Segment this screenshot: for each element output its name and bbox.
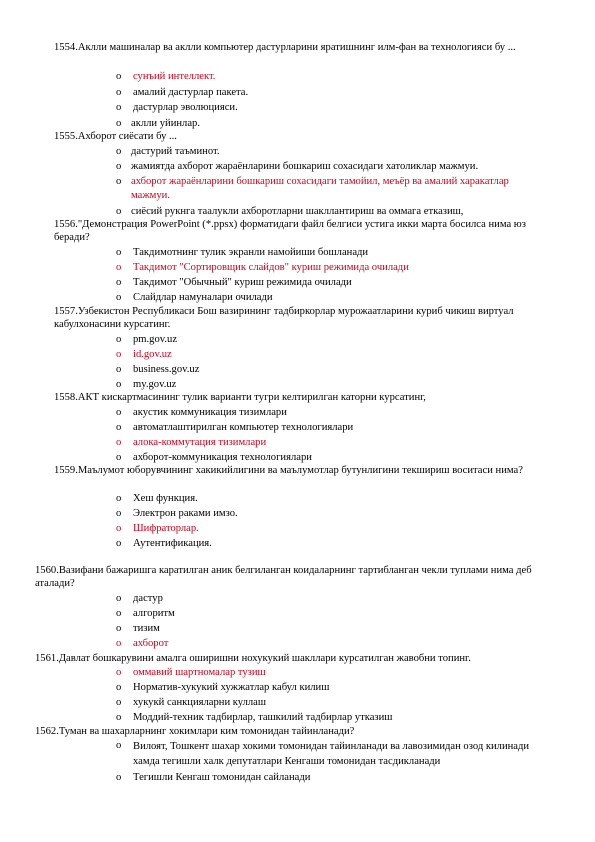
- option-text: акустик коммуникация тизимлари: [133, 407, 287, 418]
- option-text: Моддий-техник тадбирлар, ташкилий тадбирлар утказиш: [133, 712, 393, 723]
- option-text: Такдимот "Обычный" куриш режимида очилади: [133, 277, 352, 288]
- question-1561: 1561.Давлат бошкарувини амалга оширишни нохукукий шакллари курсатилган жавобни топинг.: [35, 653, 471, 664]
- option-text: Электрон раками имзо.: [133, 508, 238, 519]
- option-text-correct: id.gov.uz: [133, 349, 172, 360]
- option-text-correct: ахборот: [133, 638, 169, 649]
- option-text: жамиятда ахборот жараёнларини бошкариш сохасидаги хатоликлар мажмуи.: [131, 161, 479, 172]
- option-text: алгоритм: [133, 608, 175, 619]
- option-text: аклли уйинлар.: [131, 118, 200, 129]
- question-1559: 1559.Маълумот юборувчининг хакикийлигини ва маълумотлар бутунлигини текшириш воситаси нима?: [54, 465, 523, 476]
- option-text: ахборот-коммуникация технологиялари: [133, 452, 312, 463]
- option-text: дастурий таъминот.: [131, 146, 220, 157]
- document-page: 1554.Аклли машиналар ва аклли компьютер дастурларини яратишнинг илм-фан ва технологияси бу ... o сунъий интеллект. o амалий дастурлар пакета. o дастурлар эволюцияси. o аклли уйинлар. 1555.Ахборот сиёсати бу ... o дастурий таъминот. o жамиятда ахборот жараёнларини бошкариш сохасидаги хатоликлар мажмуи. o ахборот жараёнларини бошкариш сохасидаги тамойил, меъёр ва амалий харакатлар мажмуи. o сиёсий рукнга таалукли ахборотларни шакллантириш ва оммага етказиш, 1556."Демонстрация PowerPoint (*.ppsx) форматидаги файл белгиси устига икки марта босилса нима юз беради? o Такдимотнинг тулик экранли намойиши бошланади o Такдимот "Сортировщик слайдов" куриш режимида очилади o Такдимот "Обычный" куриш режимида очилади o Слайдлар намуналари очилади 1557.Узбекистон Республикаси Бош вазирининг тадбиркорлар мурожаатларини куриб чикиш виртуал кабулхонасини курсатинг. o pm.gov.uz o id.gov.uz o business.gov.uz o my.gov.uz 1558.АКТ кискартмасининг тулик варианти тугри келтирилган каторни курсатинг, o акустик коммуникация тизимлари o автоматлаштирилган компьютер технологиялари o алока-коммутация тизимлари o ахборот-коммуникация технологиялари 1559.Маълумот юборувчининг хакикийлигини ва маълумотлар бутунлигини текшириш воситаси нима? o Хеш функция. o Электрон раками имзо. o Шифраторлар. o Аутентификация. 1560.Вазифани бажаришга каратилган аник белгиланган коидаларнинг тартибланган чекли туплами нима деб аталади? o дастур o алгоритм o тизим o ахборот 1561.Давлат бошкарувини амалга оширишни нохукукий шакллари курсатилган жавобни топинг. o оммавий шартномалар тузиш o Норматив-хукукий хужжатлар кабул килиш o хукукй санкцияларни куллаш o Моддий-техник тадбирлар, ташкилий тадбирлар утказиш 1562.Туман ва шахарларнинг хокимлари ким томонидан тайинланади? o Вилоят, Тошкент шахар хокими томонидан тайинланади ва лавозимидан озод килинади хамда тегишли халк депутатлари Кенгаши томонидан тасдикланади o Тегишли Кенгаш томонидан сайланади: [0, 0, 595, 842]
- option-text: Норматив-хукукий хужжатлар кабул килиш: [133, 682, 330, 693]
- option-text: my.gov.uz: [133, 379, 177, 390]
- option-text: Слайдлар намуналари очилади: [133, 292, 273, 303]
- option-text: дастурлар эволюцияси.: [133, 102, 238, 113]
- option-text: Такдимотнинг тулик экранли намойиши бошланади: [133, 247, 369, 258]
- option-text: Хеш функция.: [133, 493, 198, 504]
- option-text: дастур: [133, 593, 163, 604]
- question-1556: 1556."Демонстрация PowerPoint (*.ppsx) форматидаги файл белгиси устига икки марта босилса нима юз беради?: [54, 219, 529, 243]
- option-text: Аутентификация.: [133, 538, 212, 549]
- option-text-correct: Шифраторлар.: [133, 523, 199, 534]
- option-text: амалий дастурлар пакета.: [133, 87, 249, 98]
- option-text-correct: оммавий шартномалар тузиш: [133, 667, 266, 678]
- option-text: хукукй санкцияларни куллаш: [133, 697, 267, 708]
- option-text: тизим: [133, 623, 160, 634]
- option-text-correct: Такдимот "Сортировщик слайдов" куриш режимида очилади: [133, 262, 409, 273]
- option-text: business.gov.uz: [133, 364, 200, 375]
- question-1557: 1557.Узбекистон Республикаси Бош вазирининг тадбиркорлар мурожаатларини куриб чикиш виртуал кабулхонасини курсатинг.: [54, 306, 517, 330]
- option-text-correct: алока-коммутация тизимлари: [133, 437, 267, 448]
- option-text-correct: ахборот жараёнларини бошкариш сохасидаги тамойил, меъёр ва амалий харакатлар мажмуи.: [131, 176, 509, 201]
- option-text-correct: сунъий интеллект.: [133, 71, 216, 82]
- question-1560: 1560.Вазифани бажаришга каратилган аник белгиланган коидаларнинг тартибланган чекли туплами нима деб аталади?: [35, 565, 535, 589]
- option-text: Тегишли Кенгаш томонидан сайланади: [133, 772, 311, 783]
- question-1558: 1558.АКТ кискартмасининг тулик варианти тугри келтирилган каторни курсатинг,: [54, 392, 426, 403]
- question-1555: 1555.Ахборот сиёсати бу ...: [54, 131, 177, 142]
- option-text: pm.gov.uz: [133, 334, 178, 345]
- question-1562: 1562.Туман ва шахарларнинг хокимлари ким томонидан тайинланади?: [35, 726, 355, 737]
- option-text: автоматлаштирилган компьютер технологиялари: [133, 422, 354, 433]
- option-text: Вилоят, Тошкент шахар хокими томонидан тайинланади ва лавозимидан озод килинади хамда тегишли халк депутатлари Кенгаши томонидан тасдикланади: [133, 741, 530, 767]
- question-1554: 1554.Аклли машиналар ва аклли компьютер дастурларини яратишнинг илм-фан ва технологияси бу ...: [54, 42, 516, 53]
- option-text: сиёсий рукнга таалукли ахборотларни шакллантириш ва оммага етказиш,: [131, 206, 464, 217]
